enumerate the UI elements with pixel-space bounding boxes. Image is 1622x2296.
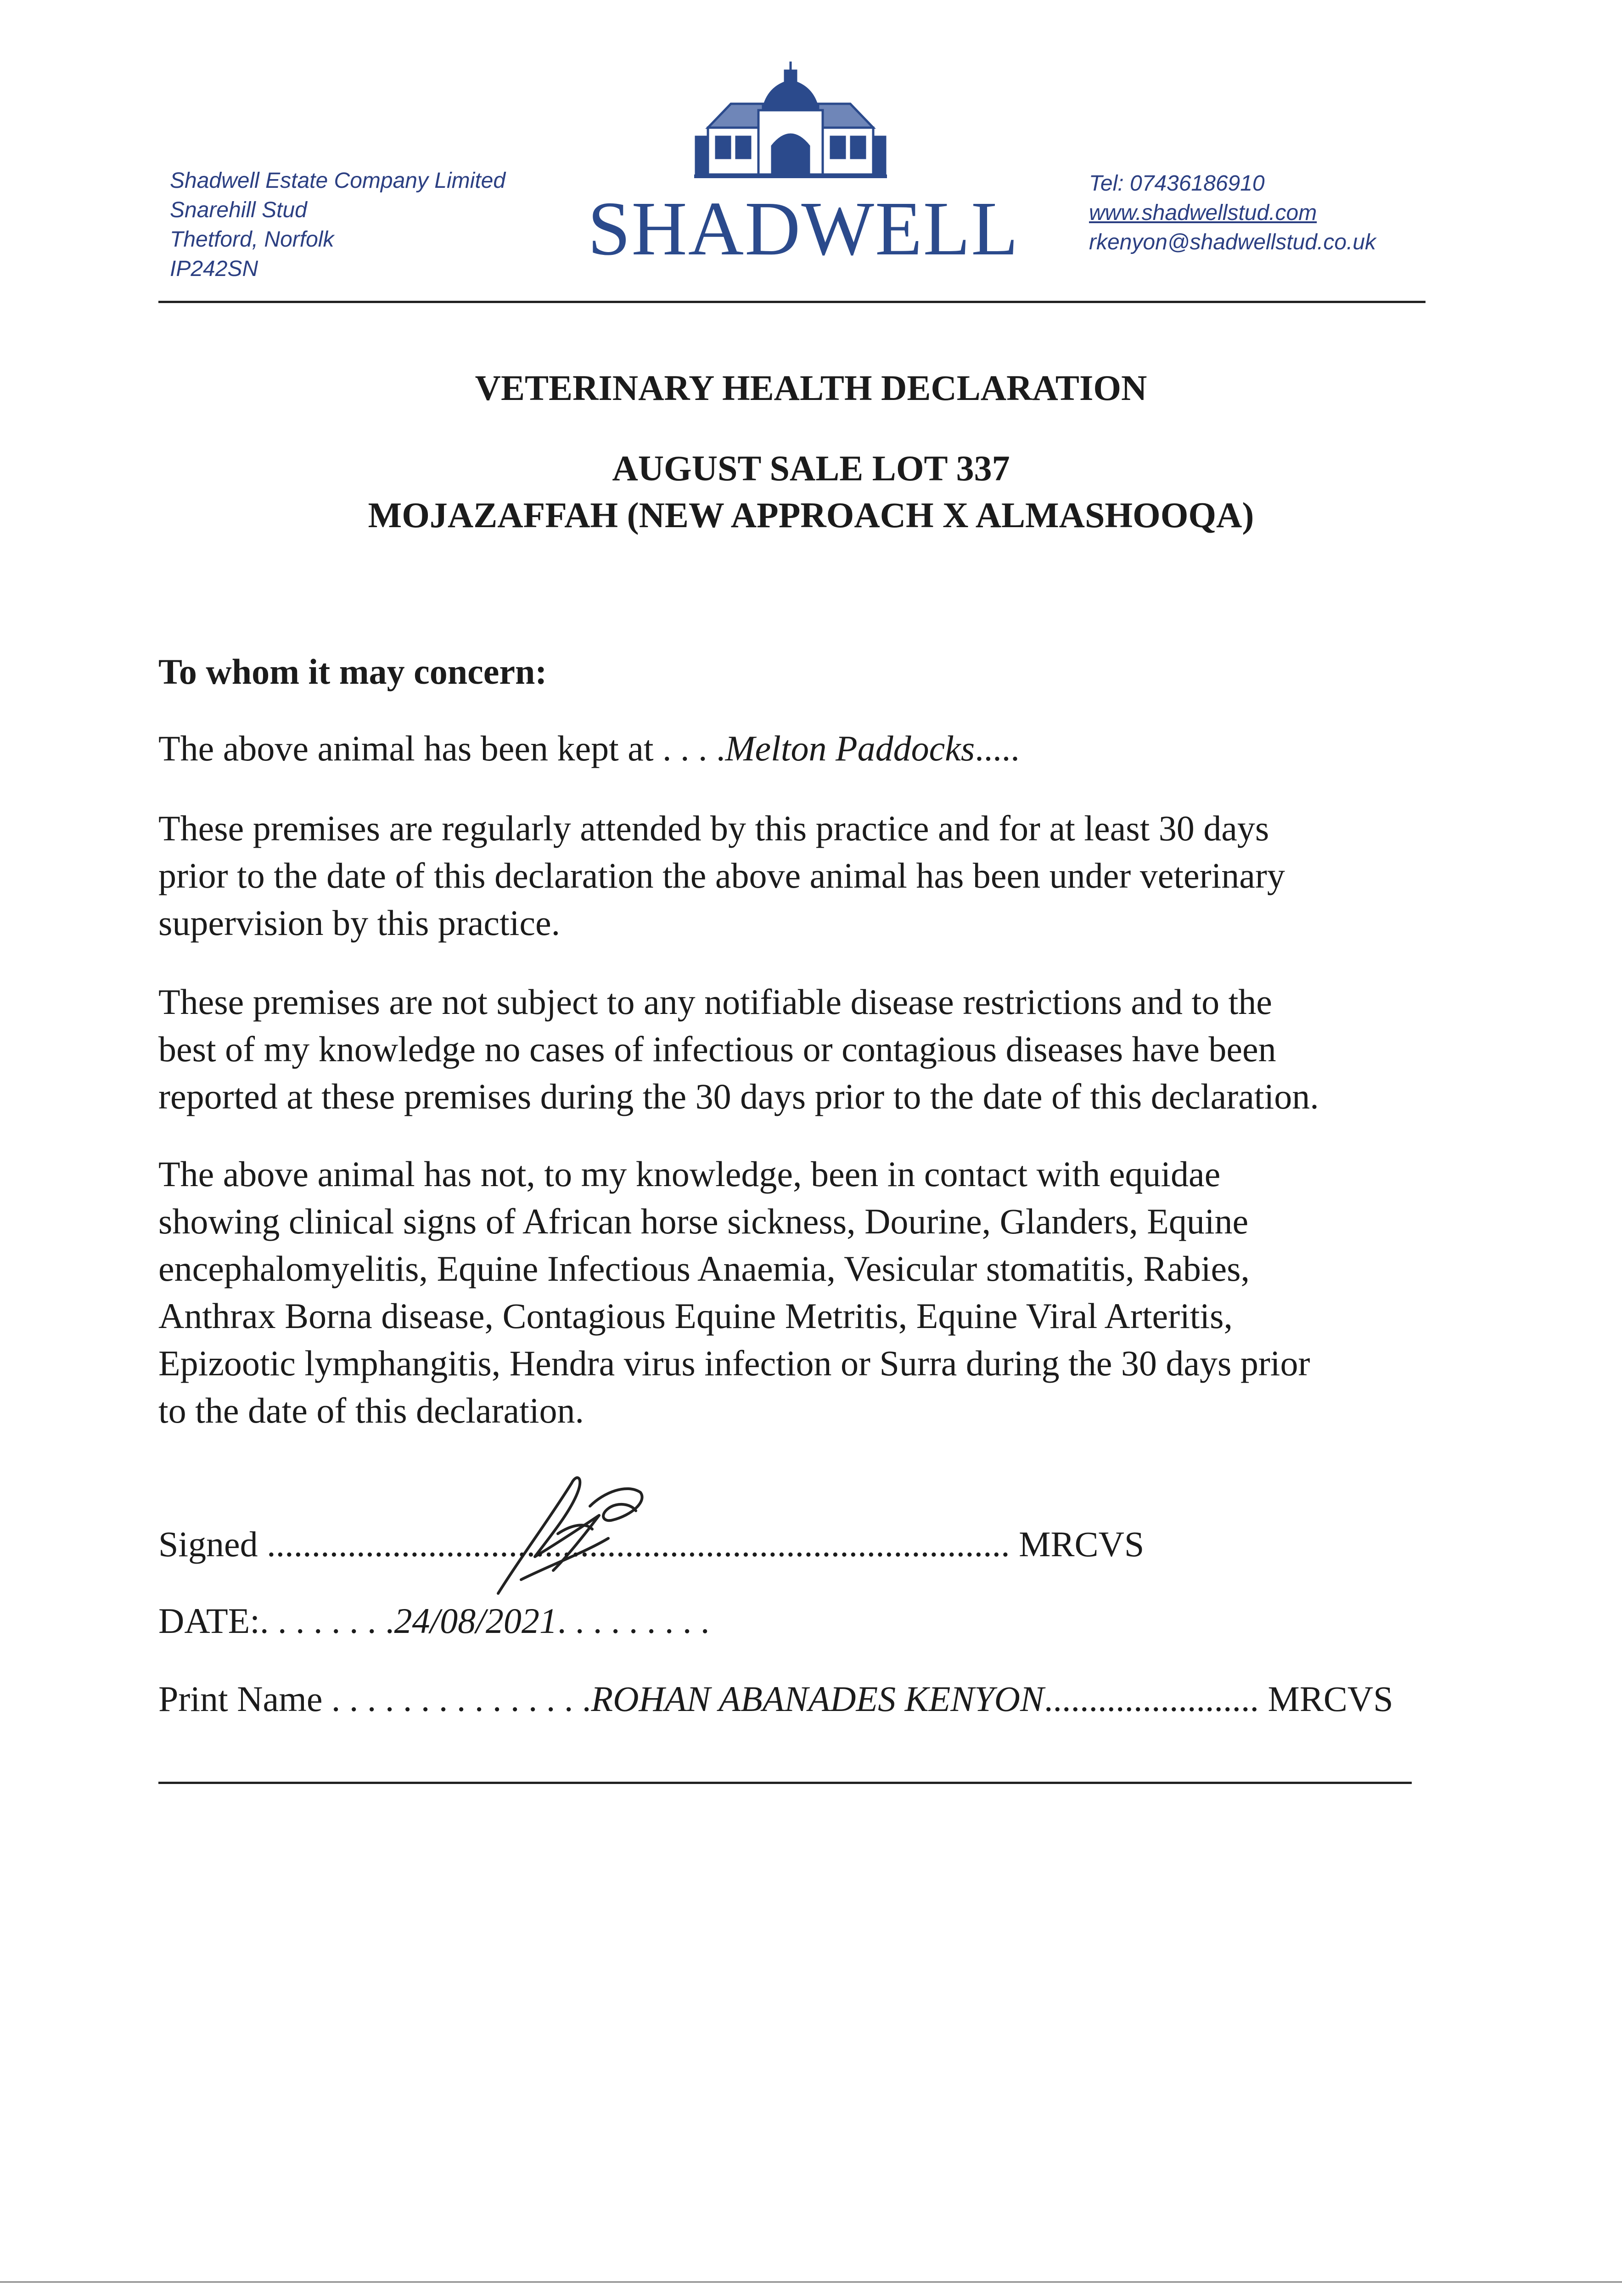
restrictions-paragraph [158,978,1453,1120]
paragraph-line: The above animal has not, to my knowledge, been in contact with equidae [158,1154,1221,1194]
paragraph-line: These premises are regularly attended by this practice and for at least 30 days [158,808,1269,848]
paragraph-line: Anthrax Borna disease, Contagious Equine Metritis, Equine Viral Arteritis, [158,1296,1233,1336]
attendance-paragraph [158,805,1453,946]
footer-divider [158,1782,1412,1784]
salutation: To whom it may concern: [158,652,547,692]
kept-at-value: Melton Paddocks [725,728,975,768]
paragraph-line: reported at these premises during the 30 days prior to the date of this declaration. [158,1076,1319,1116]
website-link[interactable]: www.shadwellstud.com [1089,201,1317,225]
document-title: VETERINARY HEALTH DECLARATION [475,368,1147,408]
date-line [158,1600,709,1642]
lot-heading: AUGUST SALE LOT 337 [612,448,1010,488]
contact-details [1089,169,1376,257]
stud-name: Snarehill Stud [170,198,307,222]
gatehouse-emblem-icon [694,59,887,183]
date-label: DATE:. . . . . . . . [158,1601,394,1641]
kept-at-prefix: The above animal has been kept at . . . . [158,728,725,768]
paragraph-line: showing clinical signs of African horse sickness, Dourine, Glanders, Equine [158,1201,1249,1241]
postcode: IP242SN [170,257,258,281]
phone-number: Tel: 07436186910 [1089,171,1265,196]
scan-edge [0,2281,1622,2283]
signed-dots: ................................................................................... [267,1524,1010,1564]
logo-wordmark: SHADWELL [588,186,1019,271]
kept-at-line [158,728,1020,769]
signed-label: Signed [158,1524,258,1564]
paragraph-line: Epizootic lymphangitis, Hendra virus infection or Surra during the 30 days prior [158,1343,1310,1383]
print-name-value: ROHAN ABANADES KENYON [591,1679,1044,1719]
paragraph-line: supervision by this practice. [158,903,561,943]
contact-paragraph [158,1150,1453,1434]
print-name-label: Print Name . . . . . . . . . . . . . . . [158,1679,591,1719]
print-name-suffix: MRCVS [1268,1679,1393,1719]
company-name: Shadwell Estate Company Limited [170,169,506,193]
print-name-dots: ........................ [1044,1679,1259,1719]
shadwell-logo [588,59,1019,271]
date-suffix: . . . . . . . . . [557,1601,710,1641]
horse-heading: MOJAZAFFAH (NEW APPROACH X ALMASHOOQA) [368,495,1254,535]
paragraph-line: prior to the date of this declaration the above animal has been under veterinary [158,855,1285,895]
paragraph-line: encephalomyelitis, Equine Infectious Anaemia, Vesicular stomatitis, Rabies, [158,1249,1250,1289]
header-divider [158,301,1426,303]
signed-line [158,1524,1144,1565]
paragraph-line: These premises are not subject to any notifiable disease restrictions and to the [158,982,1272,1022]
kept-at-suffix: ..... [975,728,1020,768]
date-value: 24/08/2021 [394,1601,557,1641]
email-address: rkenyon@shadwellstud.co.uk [1089,230,1376,254]
company-address [170,166,505,284]
town: Thetford, Norfolk [170,227,334,252]
paragraph-line: to the date of this declaration. [158,1390,584,1430]
signed-suffix: MRCVS [1019,1524,1145,1564]
paragraph-line: best of my knowledge no cases of infectious or contagious diseases have been [158,1029,1276,1069]
print-name-line [158,1678,1393,1720]
